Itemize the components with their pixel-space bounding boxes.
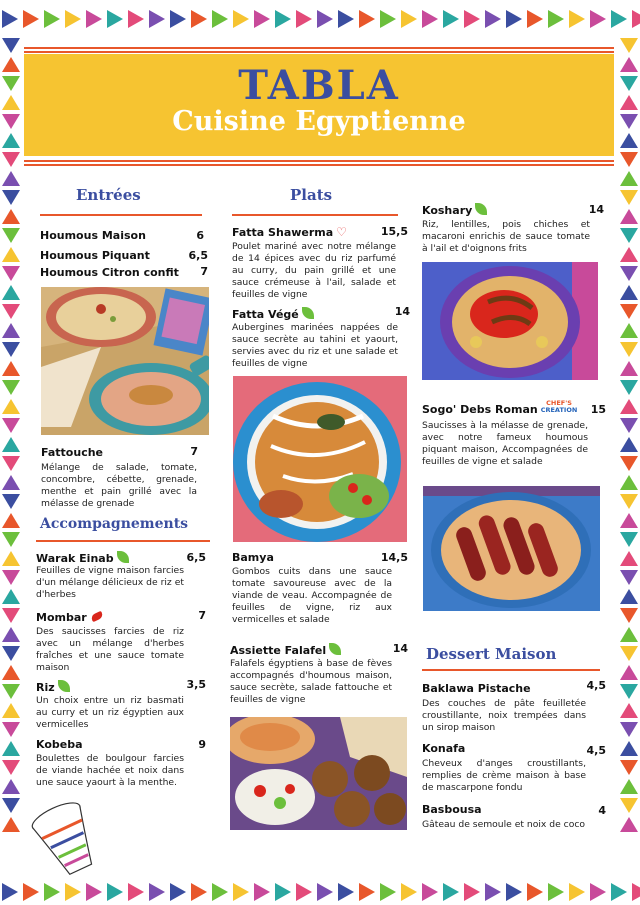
menu-item-name: Mombar [36,611,103,624]
border-triangle [620,57,638,72]
border-triangle [2,741,20,756]
border-triangle [569,883,585,901]
restaurant-subtitle: Cuisine Egyptienne [172,106,466,137]
section-title-desserts: Dessert Maison [426,645,557,663]
sogo-photo [423,486,600,611]
menu-item-description: Poulet mariné avec notre mélange de 14 épices avec du riz parfumé au curry, du pain grillé et une sauce crémeuse à l'ail, salade et feuilles de vigne [232,241,396,300]
tabla-drum-icon [28,800,108,884]
menu-item-name: Bamya [232,551,274,564]
menu-item-name: Sogo' Debs Roman [422,403,538,416]
menu-item-price: 4,5 [586,744,606,757]
triangle-border-top [0,8,640,30]
border-triangle [191,10,207,28]
border-triangle [620,817,638,832]
menu-item-description: Riz, lentilles, pois chiches et macaroni enrichis de sauce tomate à l'ail et d'oignons frits [422,219,590,254]
menu-item-price: 14,5 [380,551,408,564]
border-triangle [620,399,638,414]
border-triangle [401,883,417,901]
border-triangle [2,399,20,414]
menu-item-name: Koshary [422,203,487,217]
border-triangle [2,76,20,91]
border-triangle [170,10,186,28]
border-triangle [2,551,20,566]
border-triangle [2,209,20,224]
border-triangle [620,475,638,490]
border-triangle [233,883,249,901]
border-triangle [620,418,638,433]
border-triangle [86,10,102,28]
border-triangle [2,228,20,243]
border-triangle [275,10,291,28]
border-triangle [464,883,480,901]
border-triangle [107,883,123,901]
border-triangle [620,665,638,680]
border-triangle [443,883,459,901]
border-triangle [2,722,20,737]
border-triangle [2,190,20,205]
fatta-photo [233,376,407,542]
border-triangle [191,883,207,901]
menu-item-price: 7 [200,265,208,278]
border-triangle [2,323,20,338]
border-triangle [620,646,638,661]
menu-item-price: 4 [598,804,606,817]
border-triangle [620,95,638,110]
menu-item-name: Fatta Végé [232,307,314,321]
border-triangle [422,10,438,28]
menu-item-name: Riz [36,680,70,694]
border-triangle [2,304,20,319]
border-triangle [443,10,459,28]
border-triangle [485,883,501,901]
menu-item-description: Un choix entre un riz basmati au curry et un riz égyptien aux vermicelles [36,695,184,730]
border-triangle [2,266,20,281]
restaurant-title: TABLA [238,62,400,109]
border-triangle [2,627,20,642]
section-title-entrees: Entrées [76,186,141,204]
menu-item-price: 7 [198,609,206,622]
border-triangle [107,10,123,28]
menu-item-price: 15 [590,403,606,416]
menu-item-price: 7 [190,445,198,458]
border-triangle [620,285,638,300]
border-triangle [620,152,638,167]
border-triangle [632,883,640,901]
chefs-creation-badge: CHEF'S CREATION [540,399,578,414]
border-triangle [317,883,333,901]
border-triangle [620,114,638,129]
border-triangle [401,10,417,28]
border-triangle [620,38,638,53]
border-triangle [233,10,249,28]
border-triangle [2,513,20,528]
menu-item-name: Warak Einab [36,551,129,565]
menu-item-description: Falafels égyptiens à base de fèves accompagnés d'houmous maison, sauce secrète, salade fattouche et feuilles de vigne [230,658,392,705]
border-triangle [2,817,20,832]
border-triangle [296,10,312,28]
border-triangle [2,285,20,300]
menu-item-description: Gombos cuits dans une sauce tomate savoureuse avec de la viande de veau. Accompagnée de feuilles de vigne, riz aux vermicelles et salade [232,566,392,625]
border-triangle [2,646,20,661]
chili-icon [90,611,104,622]
border-triangle [2,95,20,110]
border-triangle [359,883,375,901]
border-triangle [620,76,638,91]
border-triangle [620,190,638,205]
border-triangle [2,456,20,471]
border-triangle [611,883,627,901]
menu-item-description: Feuilles de vigne maison farcies d'un mélange délicieux de riz et d'herbes [36,565,184,600]
border-triangle [2,532,20,547]
border-triangle [527,883,543,901]
border-triangle [422,883,438,901]
border-triangle [2,760,20,775]
triangle-border-right [618,36,640,836]
border-triangle [2,665,20,680]
border-triangle [2,437,20,452]
border-triangle [338,10,354,28]
section-title-plats: Plats [290,186,333,204]
border-triangle [380,883,396,901]
border-triangle [2,589,20,604]
menu-item-description: Saucisses à la mélasse de grenade, avec notre fameux houmous piquant maison, Accompagnées de feuilles de vigne et salade [422,420,588,467]
menu-item-name: Fattouche [41,446,104,459]
menu-item-price: 15,5 [380,225,408,238]
leaf-icon [302,307,314,319]
border-triangle [128,883,144,901]
border-triangle [212,10,228,28]
falafel-photo [230,717,407,830]
border-triangle [2,494,20,509]
border-triangle [590,10,606,28]
menu-item-price: 6 [196,229,204,242]
border-triangle [590,883,606,901]
border-triangle [359,10,375,28]
border-triangle [2,418,20,433]
border-triangle [2,684,20,699]
border-triangle [620,798,638,813]
border-triangle [569,10,585,28]
section-rule-plats [232,214,398,216]
border-triangle [2,361,20,376]
border-triangle [128,10,144,28]
border-triangle [620,551,638,566]
section-rule-desserts [422,669,600,671]
border-triangle [620,494,638,509]
border-triangle [620,171,638,186]
border-triangle [620,228,638,243]
border-triangle [632,10,640,28]
border-triangle [620,247,638,262]
border-triangle [620,703,638,718]
border-triangle [2,475,20,490]
menu-item-price: 6,5 [186,551,206,564]
border-triangle [527,10,543,28]
menu-item-name: Baklawa Pistache [422,682,531,695]
border-triangle [380,10,396,28]
border-triangle [620,361,638,376]
border-triangle [65,883,81,901]
section-rule-accompagnements [36,540,210,542]
border-triangle [620,380,638,395]
border-triangle [2,883,18,901]
menu-item-description: Mélange de salade, tomate, concombre, cébette, grenade, menthe et pain grillé avec la mélasse de grenade [41,462,197,509]
border-triangle [149,883,165,901]
menu-item-name: Houmous Citron confit [40,266,179,279]
header-line-bottom-2 [24,164,614,166]
border-triangle [2,247,20,262]
menu-item-price: 4,5 [586,679,606,692]
border-triangle [2,703,20,718]
menu-item-name: Houmous Maison [40,229,146,242]
menu-item-price: 14 [394,305,410,318]
border-triangle [23,883,39,901]
menu-item-price: 9 [198,738,206,751]
section-rule-entrees [40,214,202,216]
border-triangle [338,883,354,901]
menu-item-description: Des couches de pâte feuilletée croustillante, noix trempées dans un sirop maison [422,698,586,733]
header-line-top-2 [24,51,614,53]
border-triangle [620,133,638,148]
section-title-accompagnements: Accompagnements [40,516,189,532]
triangle-border-bottom [0,881,640,903]
border-triangle [2,57,20,72]
border-triangle [548,10,564,28]
border-triangle [620,779,638,794]
border-triangle [2,171,20,186]
border-triangle [620,741,638,756]
border-triangle [296,883,312,901]
header-line-top [24,47,614,49]
header-line-bottom [24,160,614,162]
border-triangle [65,10,81,28]
leaf-icon [329,643,341,655]
border-triangle [2,380,20,395]
border-triangle [149,10,165,28]
border-triangle [2,570,20,585]
border-triangle [620,342,638,357]
koshary-photo [422,262,598,380]
menu-item-name: Konafa [422,742,466,755]
border-triangle [620,684,638,699]
menu-item-description: Des saucisses farcies de riz avec un mélange d'herbes fraîches et une sauce tomate maison [36,626,184,673]
border-triangle [620,209,638,224]
border-triangle [212,883,228,901]
menu-item-name: Assiette Falafel [230,643,341,657]
menu-item-name: Houmous Piquant [40,249,150,262]
border-triangle [620,304,638,319]
border-triangle [44,10,60,28]
leaf-icon [117,551,129,563]
border-triangle [506,883,522,901]
border-triangle [620,627,638,642]
border-triangle [254,883,270,901]
leaf-icon [475,203,487,215]
border-triangle [620,760,638,775]
menu-item-description: Cheveux d'anges croustillants, remplies de crème maison à base de mascarpone fondu [422,758,586,793]
border-triangle [2,10,18,28]
border-triangle [317,10,333,28]
border-triangle [2,798,20,813]
border-triangle [275,883,291,901]
menu-item-price: 6,5 [188,249,208,262]
houmous-photo [41,287,209,435]
border-triangle [620,266,638,281]
border-triangle [2,152,20,167]
border-triangle [2,608,20,623]
border-triangle [548,883,564,901]
menu-item-price: 14 [588,203,604,216]
border-triangle [2,342,20,357]
heart-icon: ♡ [336,225,347,239]
border-triangle [2,114,20,129]
border-triangle [620,437,638,452]
border-triangle [620,589,638,604]
menu-item-name: Fatta Shawerma ♡ [232,225,347,239]
border-triangle [620,532,638,547]
triangle-border-left [0,36,22,836]
border-triangle [620,570,638,585]
border-triangle [254,10,270,28]
border-triangle [485,10,501,28]
border-triangle [611,10,627,28]
menu-item-name: Basbousa [422,803,482,816]
border-triangle [44,883,60,901]
border-triangle [620,456,638,471]
border-triangle [620,608,638,623]
border-triangle [2,38,20,53]
border-triangle [170,883,186,901]
menu-item-description: Boulettes de boulgour farcies de viande hachée et noix dans une sauce yaourt à la menthe. [36,753,184,788]
border-triangle [2,779,20,794]
border-triangle [620,513,638,528]
menu-item-description: Aubergines marinées nappées de sauce secrète au tahini et yaourt, servies avec du riz et une salade et feuilles de vigne [232,322,398,369]
border-triangle [86,883,102,901]
border-triangle [506,10,522,28]
leaf-icon [58,680,70,692]
border-triangle [464,10,480,28]
border-triangle [2,133,20,148]
menu-item-price: 3,5 [186,678,206,691]
header-banner [24,54,614,156]
menu-item-description: Gâteau de semoule et noix de coco [422,819,586,830]
border-triangle [620,722,638,737]
menu-item-price: 14 [392,642,408,655]
border-triangle [23,10,39,28]
menu-item-name: Kobeba [36,738,83,751]
border-triangle [620,323,638,338]
